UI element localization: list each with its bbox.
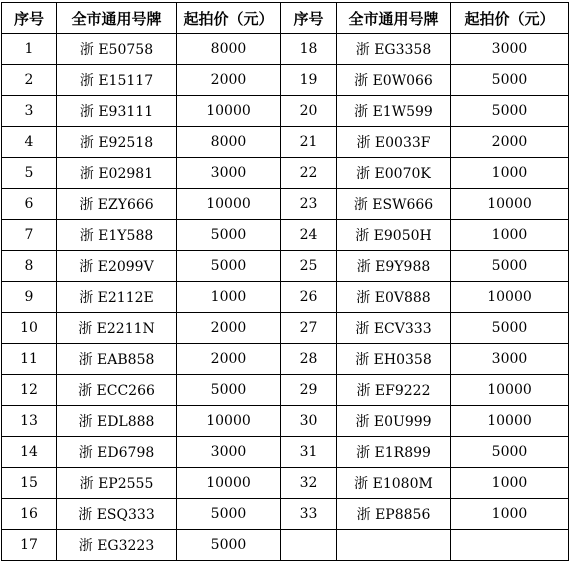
table-row [2, 127, 569, 158]
left-serial-cell: 12 [2, 375, 57, 406]
left-serial-cell: 17 [2, 530, 57, 561]
left-serial-cell: 3 [2, 96, 57, 127]
table-row [2, 406, 569, 437]
table-row [2, 344, 569, 375]
right-serial-cell: 23 [281, 189, 337, 220]
right-serial-cell: 30 [281, 406, 337, 437]
table-row [2, 499, 569, 530]
right-price-cell: 5000 [451, 437, 569, 468]
left-plate-cell: 浙 EAB858 [57, 344, 177, 375]
right-serial-cell: 27 [281, 313, 337, 344]
right-plate-cell: 浙 EP8856 [337, 499, 451, 530]
left-plate-cell: 浙 E1Y588 [57, 220, 177, 251]
right-plate-cell: 浙 EH0358 [337, 344, 451, 375]
right-plate-cell: 浙 E1W599 [337, 96, 451, 127]
left-price-cell: 8000 [177, 127, 281, 158]
left-price-cell: 10000 [177, 468, 281, 499]
left-plate-cell: 浙 E50758 [57, 34, 177, 65]
left-serial-cell: 5 [2, 158, 57, 189]
right-plate-cell: 浙 E9050H [337, 220, 451, 251]
left-plate-cell: 浙 ESQ333 [57, 499, 177, 530]
left-price-cell: 10000 [177, 189, 281, 220]
left-plate-cell: 浙 E2112E [57, 282, 177, 313]
table-row [2, 530, 569, 561]
right-price-cell: 5000 [451, 313, 569, 344]
left-price-cell: 5000 [177, 251, 281, 282]
right-serial-cell: 20 [281, 96, 337, 127]
header-plate-right: 全市通用号牌 [337, 3, 451, 34]
right-price-cell: 10000 [451, 189, 569, 220]
left-price-cell: 10000 [177, 96, 281, 127]
right-price-cell: 5000 [451, 96, 569, 127]
left-plate-cell: 浙 E15117 [57, 65, 177, 96]
right-serial-cell: 26 [281, 282, 337, 313]
left-plate-cell: 浙 E93111 [57, 96, 177, 127]
right-price-cell: 1000 [451, 220, 569, 251]
right-serial-cell: 22 [281, 158, 337, 189]
right-serial-cell: 31 [281, 437, 337, 468]
right-price-cell: 5000 [451, 65, 569, 96]
left-price-cell: 3000 [177, 158, 281, 189]
right-price-cell: 3000 [451, 344, 569, 375]
right-price-cell: 1000 [451, 158, 569, 189]
right-plate-cell: 浙 E0070K [337, 158, 451, 189]
right-serial-cell: 25 [281, 251, 337, 282]
left-plate-cell: 浙 EDL888 [57, 406, 177, 437]
left-plate-cell: 浙 E2099V [57, 251, 177, 282]
left-plate-cell: 浙 E2211N [57, 313, 177, 344]
right-serial-cell: 18 [281, 34, 337, 65]
right-plate-cell: 浙 E0W066 [337, 65, 451, 96]
table-row [2, 220, 569, 251]
table-row [2, 34, 569, 65]
left-plate-cell: 浙 EZY666 [57, 189, 177, 220]
left-serial-cell: 8 [2, 251, 57, 282]
left-price-cell: 10000 [177, 406, 281, 437]
right-plate-cell: 浙 E0033F [337, 127, 451, 158]
right-serial-cell: 29 [281, 375, 337, 406]
left-price-cell: 2000 [177, 344, 281, 375]
table-row [2, 437, 569, 468]
right-price-cell: 10000 [451, 282, 569, 313]
right-price-cell: 2000 [451, 127, 569, 158]
left-price-cell: 8000 [177, 34, 281, 65]
left-price-cell: 1000 [177, 282, 281, 313]
left-price-cell: 2000 [177, 65, 281, 96]
left-price-cell: 5000 [177, 375, 281, 406]
left-serial-cell: 9 [2, 282, 57, 313]
header-serial-left: 序号 [2, 3, 57, 34]
right-price-cell: 1000 [451, 499, 569, 530]
right-serial-cell: 19 [281, 65, 337, 96]
right-plate-cell: 浙 ECV333 [337, 313, 451, 344]
right-serial-cell: 33 [281, 499, 337, 530]
table-row [2, 65, 569, 96]
left-serial-cell: 2 [2, 65, 57, 96]
left-price-cell: 2000 [177, 313, 281, 344]
right-plate-cell: 浙 E0U999 [337, 406, 451, 437]
left-serial-cell: 4 [2, 127, 57, 158]
right-plate-cell: 浙 E9Y988 [337, 251, 451, 282]
left-plate-cell: 浙 E02981 [57, 158, 177, 189]
header-plate-left: 全市通用号牌 [57, 3, 177, 34]
left-price-cell: 5000 [177, 499, 281, 530]
left-serial-cell: 6 [2, 189, 57, 220]
left-price-cell: 5000 [177, 220, 281, 251]
right-serial-cell: 24 [281, 220, 337, 251]
right-plate-cell: 浙 EF9222 [337, 375, 451, 406]
header-serial-right: 序号 [281, 3, 337, 34]
right-price-cell: 10000 [451, 375, 569, 406]
right-plate-cell: 浙 EG3358 [337, 34, 451, 65]
right-price-cell: 5000 [451, 251, 569, 282]
right-price-cell [451, 530, 569, 561]
right-serial-cell [281, 530, 337, 561]
left-serial-cell: 13 [2, 406, 57, 437]
plate-auction-table [1, 2, 569, 561]
table-row [2, 468, 569, 499]
left-serial-cell: 7 [2, 220, 57, 251]
table-row [2, 158, 569, 189]
left-serial-cell: 11 [2, 344, 57, 375]
left-plate-cell: 浙 ECC266 [57, 375, 177, 406]
header-price-right: 起拍价（元） [451, 3, 569, 34]
right-plate-cell: 浙 ESW666 [337, 189, 451, 220]
left-plate-cell: 浙 ED6798 [57, 437, 177, 468]
table-row [2, 189, 569, 220]
right-price-cell: 10000 [451, 406, 569, 437]
header-row [2, 3, 569, 34]
right-plate-cell [337, 530, 451, 561]
left-plate-cell: 浙 E92518 [57, 127, 177, 158]
right-plate-cell: 浙 E0V888 [337, 282, 451, 313]
right-serial-cell: 32 [281, 468, 337, 499]
left-serial-cell: 1 [2, 34, 57, 65]
table-row [2, 251, 569, 282]
left-plate-cell: 浙 EP2555 [57, 468, 177, 499]
table-row [2, 96, 569, 127]
left-plate-cell: 浙 EG3223 [57, 530, 177, 561]
table-row [2, 282, 569, 313]
table-row [2, 313, 569, 344]
right-plate-cell: 浙 E1080M [337, 468, 451, 499]
right-price-cell: 3000 [451, 34, 569, 65]
right-plate-cell: 浙 E1R899 [337, 437, 451, 468]
left-serial-cell: 14 [2, 437, 57, 468]
left-price-cell: 3000 [177, 437, 281, 468]
left-serial-cell: 15 [2, 468, 57, 499]
right-price-cell: 1000 [451, 468, 569, 499]
left-serial-cell: 16 [2, 499, 57, 530]
right-serial-cell: 28 [281, 344, 337, 375]
left-serial-cell: 10 [2, 313, 57, 344]
left-price-cell: 5000 [177, 530, 281, 561]
header-price-left: 起拍价（元） [177, 3, 281, 34]
right-serial-cell: 21 [281, 127, 337, 158]
table-row [2, 375, 569, 406]
